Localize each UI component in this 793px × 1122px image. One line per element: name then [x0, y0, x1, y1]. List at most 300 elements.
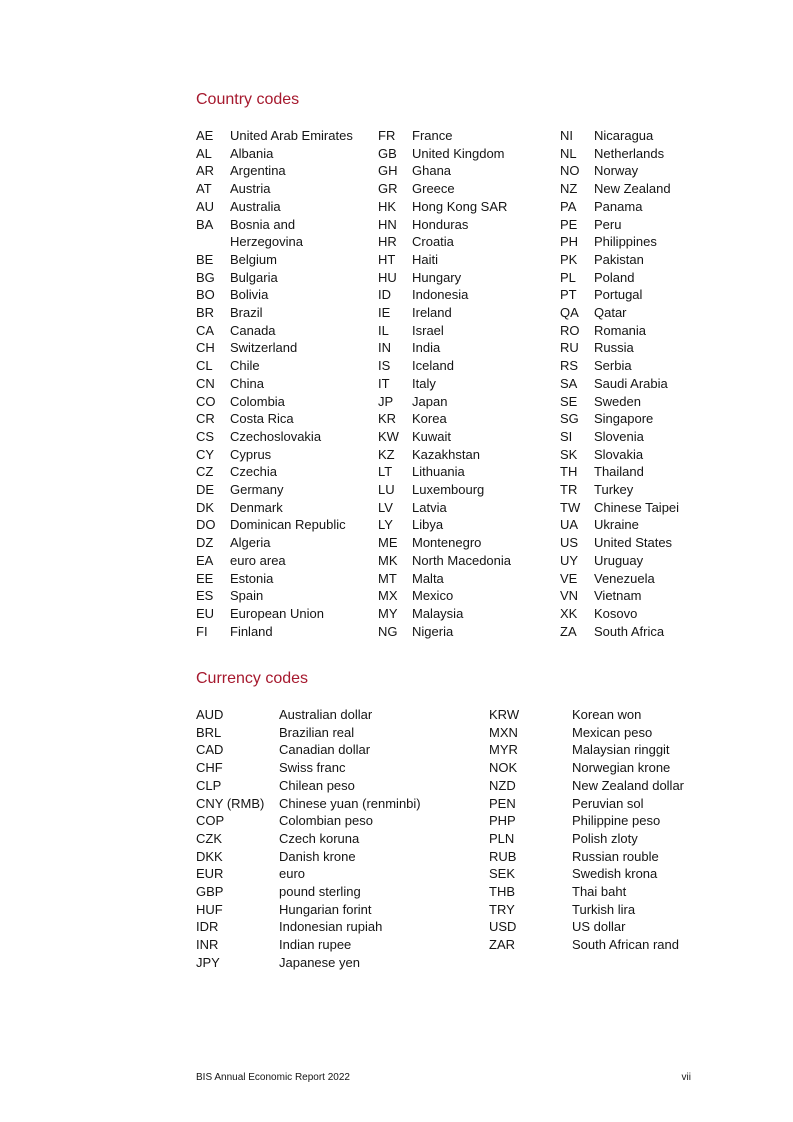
country-row — [378, 269, 562, 287]
country-name: Bulgaria — [230, 269, 278, 285]
country-code: PL — [560, 269, 576, 285]
country-name: Haiti — [412, 251, 439, 267]
country-name: Germany — [230, 482, 284, 498]
country-code: EU — [196, 605, 215, 621]
country-code: TW — [560, 499, 581, 515]
currency-name: Polish zloty — [572, 830, 638, 846]
country-code: ME — [378, 535, 398, 551]
country-name: Sweden — [594, 393, 641, 409]
country-row — [560, 605, 744, 623]
country-name: Iceland — [412, 358, 454, 374]
currency-row — [489, 865, 772, 883]
country-code: PT — [560, 287, 577, 303]
country-row — [196, 428, 362, 446]
country-name: Spain — [230, 588, 264, 604]
country-row — [378, 375, 562, 393]
currency-row — [489, 901, 772, 919]
country-row — [560, 623, 744, 641]
country-name: Czechia — [230, 464, 277, 480]
currency-row — [196, 918, 479, 936]
country-codes-heading: Country codes — [196, 91, 300, 108]
country-name: North Macedonia — [412, 552, 511, 568]
country-code: MX — [378, 588, 398, 604]
country-row — [560, 446, 744, 464]
country-row — [560, 198, 744, 216]
currency-code: CHF — [196, 760, 223, 776]
currency-row — [489, 883, 772, 901]
country-code: UY — [560, 552, 579, 568]
country-row — [560, 286, 744, 304]
country-code: DZ — [196, 535, 214, 551]
country-row — [196, 463, 362, 481]
currency-row — [489, 795, 772, 813]
country-row — [560, 481, 744, 499]
country-row — [378, 605, 562, 623]
country-row — [196, 534, 362, 552]
country-codes-column-2 — [378, 127, 562, 640]
country-code: CZ — [196, 464, 214, 480]
country-code: DK — [196, 499, 215, 515]
country-row — [378, 570, 562, 588]
currency-row — [489, 724, 772, 742]
country-row — [378, 339, 562, 357]
country-row — [560, 304, 744, 322]
currency-name: New Zealand dollar — [572, 777, 685, 793]
country-name: United Kingdom — [412, 145, 505, 161]
country-code: GH — [378, 163, 398, 179]
currency-row — [489, 918, 772, 936]
currency-code: BRL — [196, 724, 222, 740]
country-code: CH — [196, 340, 215, 356]
country-name: Denmark — [230, 499, 283, 515]
country-code: RU — [560, 340, 579, 356]
country-code: BR — [196, 305, 215, 321]
country-row — [560, 375, 744, 393]
currency-name: Russian rouble — [572, 848, 659, 864]
country-row — [196, 570, 362, 588]
country-row — [378, 233, 562, 251]
country-code: IT — [378, 375, 390, 391]
country-code: PK — [560, 251, 578, 267]
country-name: Uruguay — [594, 552, 644, 568]
country-row — [560, 339, 744, 357]
country-code: UA — [560, 517, 579, 533]
currency-row — [196, 954, 479, 972]
currency-code: CAD — [196, 742, 224, 758]
country-name: Bolivia — [230, 287, 269, 303]
country-code: TH — [560, 464, 578, 480]
currency-codes-column-2 — [489, 706, 772, 954]
currency-code: RUB — [489, 848, 517, 864]
country-row — [378, 552, 562, 570]
country-row — [560, 233, 744, 251]
country-code: KW — [378, 428, 399, 444]
country-name: Switzerland — [230, 340, 298, 356]
currency-row — [196, 901, 479, 919]
country-name: Chinese Taipei — [594, 499, 680, 515]
country-name: France — [412, 128, 453, 143]
country-code: HU — [378, 269, 397, 285]
currency-code: INR — [196, 937, 219, 953]
country-code: NZ — [560, 181, 578, 197]
country-name: Croatia — [412, 234, 454, 250]
country-code: NL — [560, 145, 577, 161]
currency-row — [196, 936, 479, 954]
country-code: VE — [560, 570, 578, 586]
country-name: Turkey — [594, 482, 634, 498]
country-row — [378, 587, 562, 605]
currency-row — [196, 741, 479, 759]
country-name: Kuwait — [412, 428, 452, 444]
country-name: Saudi Arabia — [594, 375, 668, 391]
country-name: Korea — [412, 411, 447, 427]
country-name: Cyprus — [230, 446, 272, 462]
country-code: MY — [378, 605, 398, 621]
country-name: Dominican Republic — [230, 517, 346, 533]
currency-code: COP — [196, 813, 225, 829]
country-code: SI — [560, 428, 573, 444]
currency-code: SEK — [489, 866, 516, 882]
currency-name: Czech koruna — [279, 830, 360, 846]
currency-code: MXN — [489, 724, 518, 740]
country-code: DO — [196, 517, 216, 533]
country-row — [560, 587, 744, 605]
country-code: ES — [196, 588, 214, 604]
currency-codes-heading: Currency codes — [196, 670, 309, 687]
country-name: Nicaragua — [594, 128, 654, 143]
currency-row — [196, 706, 479, 724]
country-code: AT — [196, 181, 212, 197]
currency-name: Korean won — [572, 707, 642, 722]
country-name: Canada — [230, 322, 276, 338]
currency-code: HUF — [196, 901, 223, 917]
country-name: Costa Rica — [230, 411, 294, 427]
country-name: Australia — [230, 198, 281, 214]
country-name: Italy — [412, 375, 436, 391]
country-row — [378, 286, 562, 304]
country-row — [378, 446, 562, 464]
currency-row — [196, 795, 479, 813]
currency-row — [489, 830, 772, 848]
currency-code: EUR — [196, 866, 224, 882]
currency-code: ZAR — [489, 937, 515, 953]
country-codes-column-1 — [196, 127, 362, 640]
country-row — [378, 623, 562, 641]
country-code: FI — [196, 623, 208, 639]
country-name: Serbia — [594, 358, 632, 374]
currency-name: euro — [279, 866, 306, 882]
country-row — [196, 393, 362, 411]
country-name: Belgium — [230, 251, 277, 267]
country-name: Bosnia and Herzegovina — [230, 216, 303, 250]
country-row — [378, 463, 562, 481]
currency-row — [196, 883, 479, 901]
currency-name: Chinese yuan (renminbi) — [279, 795, 421, 811]
country-row — [560, 251, 744, 269]
country-row — [560, 410, 744, 428]
country-name: Mexico — [412, 588, 454, 604]
currency-name: Philippine peso — [572, 813, 661, 829]
currency-row — [489, 812, 772, 830]
country-name: Estonia — [230, 570, 274, 586]
country-name: Slovenia — [594, 428, 644, 444]
country-name: Kazakhstan — [412, 446, 480, 462]
country-code: LV — [378, 499, 393, 515]
currency-row — [196, 830, 479, 848]
country-name: Pakistan — [594, 251, 644, 267]
country-code: CS — [196, 428, 215, 444]
country-name: United States — [594, 535, 673, 551]
currency-code: CZK — [196, 830, 222, 846]
currency-code: PHP — [489, 813, 516, 829]
country-name: Libya — [412, 517, 444, 533]
currency-code: NOK — [489, 760, 518, 776]
country-code: NI — [560, 128, 573, 143]
country-name: Luxembourg — [412, 482, 485, 498]
country-row — [196, 446, 362, 464]
currency-codes-column-1 — [196, 706, 479, 972]
country-row — [378, 251, 562, 269]
currency-name: Mexican peso — [572, 724, 653, 740]
country-row — [196, 605, 362, 623]
country-row — [378, 180, 562, 198]
country-code: MK — [378, 552, 398, 568]
country-codes-column-3 — [560, 127, 744, 640]
country-row — [196, 180, 362, 198]
currency-code: JPY — [196, 954, 220, 970]
country-row — [560, 534, 744, 552]
currency-name: Indian rupee — [279, 937, 352, 953]
country-code: LY — [378, 517, 393, 533]
country-code: LU — [378, 482, 395, 498]
country-code: ID — [378, 287, 391, 303]
country-row — [196, 269, 362, 287]
country-name: Vietnam — [594, 588, 642, 604]
country-row — [560, 180, 744, 198]
country-row — [378, 534, 562, 552]
country-code: BA — [196, 216, 214, 232]
country-code: BG — [196, 269, 215, 285]
country-name: Hungary — [412, 269, 462, 285]
currency-name: Japanese yen — [279, 954, 360, 970]
country-row — [560, 145, 744, 163]
country-code: CL — [196, 358, 213, 374]
country-name: Thailand — [594, 464, 644, 480]
currency-code: CNY (RMB) — [196, 795, 265, 811]
country-row — [560, 357, 744, 375]
country-code: KR — [378, 411, 397, 427]
country-name: Greece — [412, 181, 455, 197]
currency-code: MYR — [489, 742, 518, 758]
country-row — [196, 587, 362, 605]
country-row — [560, 322, 744, 340]
country-code: SE — [560, 393, 578, 409]
country-code: GB — [378, 145, 397, 161]
country-name: Venezuela — [594, 570, 655, 586]
country-row — [196, 516, 362, 534]
country-name: Peru — [594, 216, 622, 232]
currency-code: PLN — [489, 830, 515, 846]
country-row — [196, 623, 362, 641]
currency-code: TRY — [489, 901, 515, 917]
currency-code: IDR — [196, 919, 219, 935]
country-row — [378, 216, 562, 234]
country-row — [378, 357, 562, 375]
country-row — [196, 357, 362, 375]
country-name: Russia — [594, 340, 634, 356]
currency-row — [196, 724, 479, 742]
country-code: HK — [378, 198, 397, 214]
country-code: AE — [196, 128, 214, 143]
country-name: Argentina — [230, 163, 286, 179]
country-code: PH — [560, 234, 579, 250]
country-row — [196, 375, 362, 393]
currency-name: Malaysian ringgit — [572, 742, 670, 758]
country-code: SA — [560, 375, 578, 391]
country-name: Malaysia — [412, 605, 464, 621]
country-name: Slovakia — [594, 446, 644, 462]
country-code: AL — [196, 145, 212, 161]
country-name: Qatar — [594, 305, 627, 321]
country-name: Kosovo — [594, 605, 638, 621]
country-code: FR — [378, 128, 396, 143]
currency-row — [489, 777, 772, 795]
currency-name: Turkish lira — [572, 901, 636, 917]
currency-code: DKK — [196, 848, 223, 864]
currency-code: GBP — [196, 884, 224, 900]
currency-row — [489, 741, 772, 759]
currency-row — [489, 706, 772, 724]
country-name: Latvia — [412, 499, 447, 515]
country-row — [196, 127, 362, 145]
country-code: AR — [196, 163, 215, 179]
country-code: HR — [378, 234, 397, 250]
country-name: Brazil — [230, 305, 263, 321]
country-row — [560, 463, 744, 481]
country-code: IE — [378, 305, 391, 321]
country-row — [196, 198, 362, 216]
country-code: HT — [378, 251, 396, 267]
country-row — [560, 516, 744, 534]
currency-name: US dollar — [572, 919, 626, 935]
country-name: Ireland — [412, 305, 452, 321]
country-row — [560, 393, 744, 411]
country-code: KZ — [378, 446, 395, 462]
country-code: JP — [378, 393, 394, 409]
country-name: India — [412, 340, 441, 356]
country-name: Netherlands — [594, 145, 665, 161]
country-code: VN — [560, 588, 579, 604]
country-row — [560, 499, 744, 517]
country-row — [196, 286, 362, 304]
country-row — [560, 162, 744, 180]
country-code: US — [560, 535, 579, 551]
currency-row — [196, 865, 479, 883]
country-code: EA — [196, 552, 214, 568]
country-row — [560, 428, 744, 446]
country-row — [560, 552, 744, 570]
country-name: Austria — [230, 181, 271, 197]
currency-row — [489, 759, 772, 777]
country-name: Nigeria — [412, 623, 454, 639]
country-name: Lithuania — [412, 464, 465, 480]
country-name: Algeria — [230, 535, 271, 551]
currency-row — [489, 848, 772, 866]
currency-row — [196, 848, 479, 866]
country-code: BE — [196, 251, 214, 267]
currency-name: Hungarian forint — [279, 901, 372, 917]
country-name: Japan — [412, 393, 448, 409]
country-name: United Arab Emirates — [230, 128, 353, 143]
country-row — [378, 127, 562, 145]
currency-name: Thai baht — [572, 884, 627, 900]
country-row — [196, 251, 362, 269]
page-number: vii — [681, 1072, 691, 1083]
country-row — [378, 145, 562, 163]
country-row — [196, 304, 362, 322]
country-name: Romania — [594, 322, 647, 338]
country-code: IS — [378, 358, 391, 374]
country-code: CR — [196, 411, 215, 427]
country-code: SK — [560, 446, 578, 462]
country-row — [560, 127, 744, 145]
currency-name: Canadian dollar — [279, 742, 371, 758]
currency-code: THB — [489, 884, 515, 900]
country-row — [560, 216, 744, 234]
country-name: Honduras — [412, 216, 469, 232]
country-name: Singapore — [594, 411, 654, 427]
country-code: NO — [560, 163, 580, 179]
country-row — [378, 428, 562, 446]
country-code: CO — [196, 393, 216, 409]
country-code: CN — [196, 375, 215, 391]
currency-code: AUD — [196, 707, 224, 722]
country-code: AU — [196, 198, 215, 214]
currency-name: Colombian peso — [279, 813, 373, 829]
country-row — [196, 322, 362, 340]
currency-name: Swedish krona — [572, 866, 658, 882]
country-row — [378, 516, 562, 534]
country-name: Panama — [594, 198, 643, 214]
country-code: LT — [378, 464, 393, 480]
country-code: ZA — [560, 623, 577, 639]
country-row — [378, 481, 562, 499]
country-row — [378, 198, 562, 216]
currency-name: South African rand — [572, 937, 679, 953]
country-code: PE — [560, 216, 578, 232]
country-name: European Union — [230, 605, 324, 621]
country-name: China — [230, 375, 264, 391]
country-code: TR — [560, 482, 578, 498]
country-row — [196, 481, 362, 499]
footer-report-title: BIS Annual Economic Report 2022 — [196, 1072, 350, 1083]
currency-name: Swiss franc — [279, 760, 346, 776]
country-row — [196, 145, 362, 163]
country-name: Poland — [594, 269, 635, 285]
country-row — [378, 499, 562, 517]
country-name: Ghana — [412, 163, 452, 179]
country-code: DE — [196, 482, 215, 498]
country-code: RO — [560, 322, 580, 338]
currency-code: PEN — [489, 795, 516, 811]
country-code: RS — [560, 358, 579, 374]
currency-row — [196, 812, 479, 830]
country-row — [378, 162, 562, 180]
country-row — [196, 339, 362, 357]
country-code: CY — [196, 446, 215, 462]
country-row — [378, 304, 562, 322]
currency-code: KRW — [489, 707, 520, 722]
